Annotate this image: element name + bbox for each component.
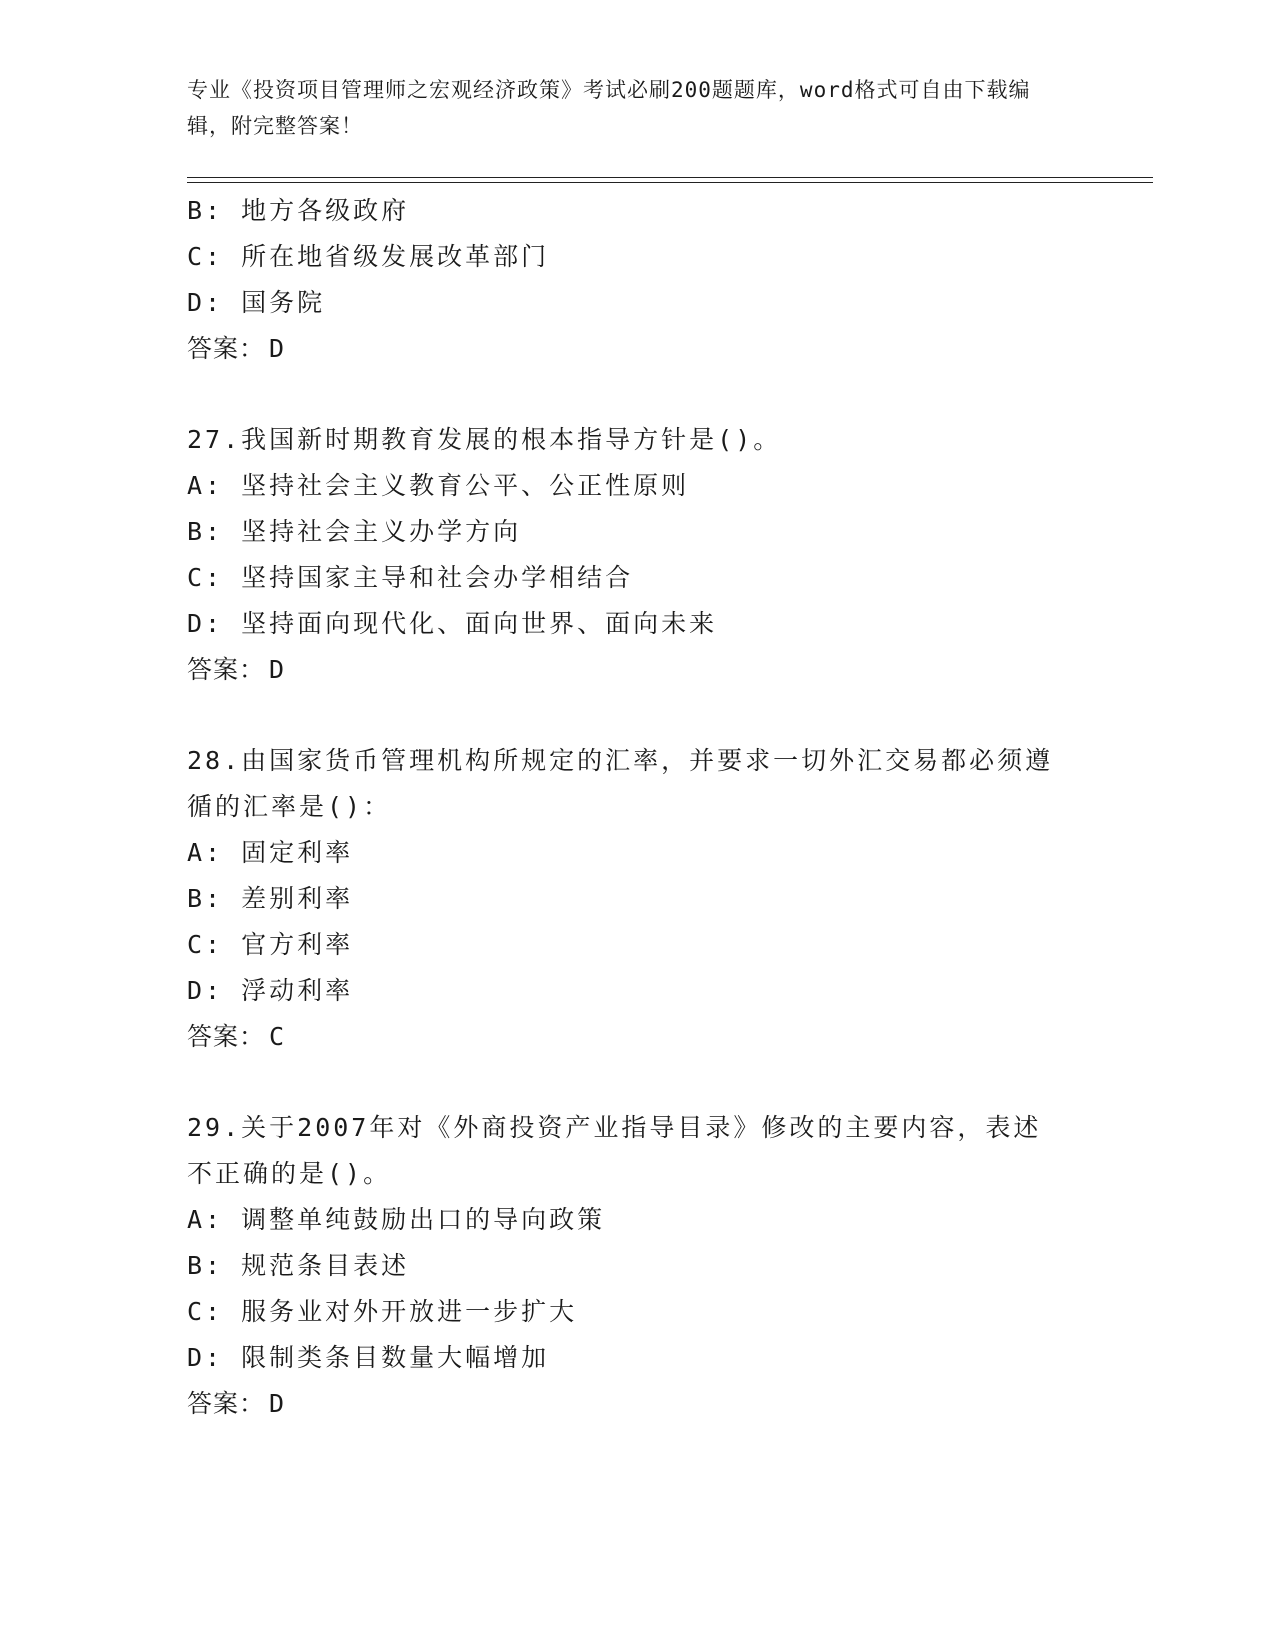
option-line: B: 差别利率 xyxy=(187,884,354,913)
question-stem: 29.关于2007年对《外商投资产业指导目录》修改的主要内容，表述不正确的是()。 xyxy=(187,1113,1042,1188)
header-divider-bottom xyxy=(187,182,1153,183)
answer-value: D xyxy=(269,334,286,363)
question-item xyxy=(187,417,1087,693)
answer-label: 答案： xyxy=(187,655,266,684)
header-divider-top xyxy=(187,177,1153,178)
spacer xyxy=(187,372,1087,417)
answer-label: 答案： xyxy=(187,1022,266,1051)
question-stem: 28.由国家货币管理机构所规定的汇率，并要求一切外汇交易都必须遵循的汇率是()： xyxy=(187,746,1054,821)
carryover-question xyxy=(187,188,1087,372)
answer-value: D xyxy=(269,1389,286,1418)
answer-value: C xyxy=(269,1022,286,1051)
answer-line xyxy=(187,1014,1087,1060)
spacer xyxy=(187,693,1087,738)
option-line: C: 坚持国家主导和社会办学相结合 xyxy=(187,563,634,592)
question-stem: 27.我国新时期教育发展的根本指导方针是()。 xyxy=(187,425,782,454)
answer-value: D xyxy=(269,655,286,684)
option-line: B: 坚持社会主义办学方向 xyxy=(187,517,522,546)
option-line: D: 国务院 xyxy=(187,288,326,317)
option-line: C: 所在地省级发展改革部门 xyxy=(187,242,550,271)
option-line: A: 坚持社会主义教育公平、公正性原则 xyxy=(187,471,690,500)
option-line: B: 地方各级政府 xyxy=(187,196,410,225)
option-line: D: 浮动利率 xyxy=(187,976,354,1005)
option-line: D: 坚持面向现代化、面向世界、面向未来 xyxy=(187,609,718,638)
answer-line xyxy=(187,326,1087,372)
option-line: D: 限制类条目数量大幅增加 xyxy=(187,1343,550,1372)
answer-label: 答案： xyxy=(187,1389,266,1418)
option-line: C: 官方利率 xyxy=(187,930,354,959)
question-item xyxy=(187,738,1087,1060)
document-intro: 专业《投资项目管理师之宏观经济政策》考试必刷200题题库，word格式可自由下载编辑，附完整答案！ xyxy=(187,78,1031,138)
option-line: A: 调整单纯鼓励出口的导向政策 xyxy=(187,1205,606,1234)
option-line: A: 固定利率 xyxy=(187,838,354,867)
answer-line xyxy=(187,647,1087,693)
answer-line xyxy=(187,1381,1087,1427)
option-line: C: 服务业对外开放进一步扩大 xyxy=(187,1297,578,1326)
question-item xyxy=(187,1105,1087,1427)
option-line: B: 规范条目表述 xyxy=(187,1251,410,1280)
question-content xyxy=(187,188,1087,1427)
spacer xyxy=(187,1060,1087,1105)
answer-label: 答案： xyxy=(187,334,266,363)
